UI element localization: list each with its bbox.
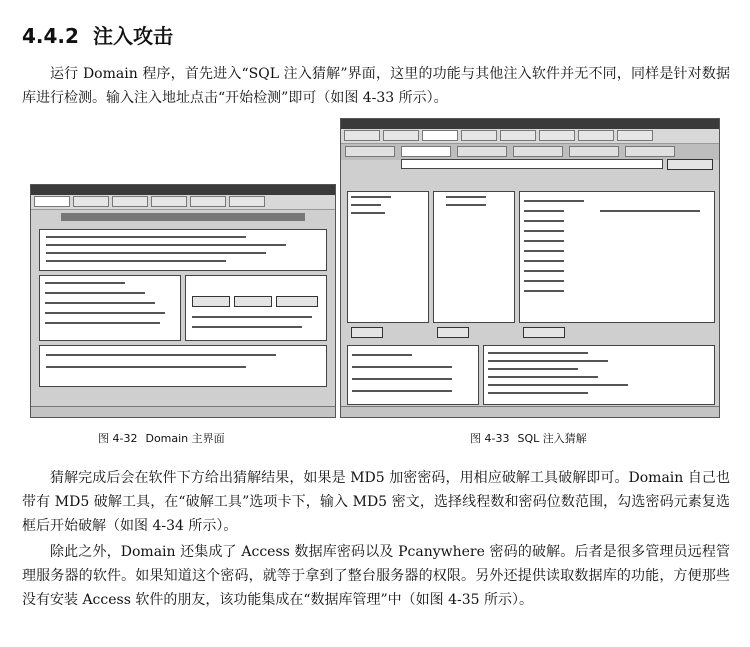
toolbar: [341, 129, 719, 144]
section-title: 注入攻击: [92, 24, 173, 48]
banner-text: [61, 213, 305, 221]
figure-4-32-caption: [98, 430, 225, 446]
toolbar-tab: [578, 130, 614, 141]
toolbar-tab: [383, 130, 419, 141]
toolbar-tab: [229, 196, 265, 207]
log-panel: [347, 345, 479, 405]
window-titlebar: [31, 185, 335, 195]
toolbar-tab: [344, 130, 380, 141]
database-list: [347, 191, 429, 323]
sub-tab: [457, 146, 507, 157]
figure-domain-main-screenshot: [30, 184, 336, 418]
status-bar: [31, 406, 335, 417]
figure-number: 图 4-32: [98, 432, 138, 445]
figure-sql-injection-screenshot: [340, 118, 720, 418]
update-panel: [185, 275, 327, 341]
toolbar-tab: [539, 130, 575, 141]
paragraph-intro: 运行 Domain 程序，首先进入“SQL 注入猜解”界面，这里的功能与其他注入软件并无不同，同样是针对数据库进行检测。输入注入地址点击“开始检测”即可（如图 4-33 所示）。: [22, 66, 730, 106]
output-panel: [483, 345, 715, 405]
paragraph-md5: 猜解完成后会在软件下方给出猜解结果，如果是 MD5 加密密码，用相应破解工具破解即可。Domain 自己也带有 MD5 破解工具，在“破解工具”选项卡下，输入 MD5 密文，选择线程数和密码位数范围，勾选密码元素复选框后开始破解（如图 4-34 所示）。: [22, 470, 730, 534]
toolbar-tab: [500, 130, 536, 141]
toolbar-tab: [73, 196, 109, 207]
sub-tab: [401, 146, 451, 157]
author-panel: [39, 275, 181, 341]
toolbar-tab: [461, 130, 497, 141]
toolbar-tab: [151, 196, 187, 207]
toolbar: [31, 195, 335, 210]
url-field: [401, 159, 663, 169]
figure-4-33-caption: [470, 430, 587, 446]
toolbar-tab: [34, 196, 70, 207]
section-number: 4.4.2: [22, 24, 79, 48]
sub-tab: [345, 146, 395, 157]
start-button: [667, 159, 713, 170]
toolbar-tab: [422, 130, 458, 141]
sub-tab: [625, 146, 675, 157]
result-table: [519, 191, 715, 323]
toolbar-tab: [112, 196, 148, 207]
figure-number: 图 4-33: [470, 432, 510, 445]
sub-tabs: [341, 144, 719, 160]
figure-caption-text: Domain 主界面: [145, 432, 225, 445]
window-titlebar: [341, 119, 719, 129]
sub-tab: [569, 146, 619, 157]
notice-panel: [39, 345, 327, 387]
paragraph-access: 除此之外，Domain 还集成了 Access 数据库密码以及 Pcanywhere 密码的破解。后者是很多管理员远程管理服务器的软件。如果知道这个密码，就等于拿到了整台服务器的权限。另外还提供读取数据库的功能，方便那些没有安装 Access 软件的朋友，该功能集成在“数据库管理”中（如图 4-35 所示）。: [22, 544, 730, 608]
figure-caption-text: SQL 注入猜解: [517, 432, 587, 445]
column-list: [433, 191, 515, 323]
info-panel: [39, 229, 327, 271]
section-heading: [22, 20, 173, 49]
toolbar-tab: [617, 130, 653, 141]
sub-tab: [513, 146, 563, 157]
toolbar-tab: [190, 196, 226, 207]
status-bar: [341, 406, 719, 417]
